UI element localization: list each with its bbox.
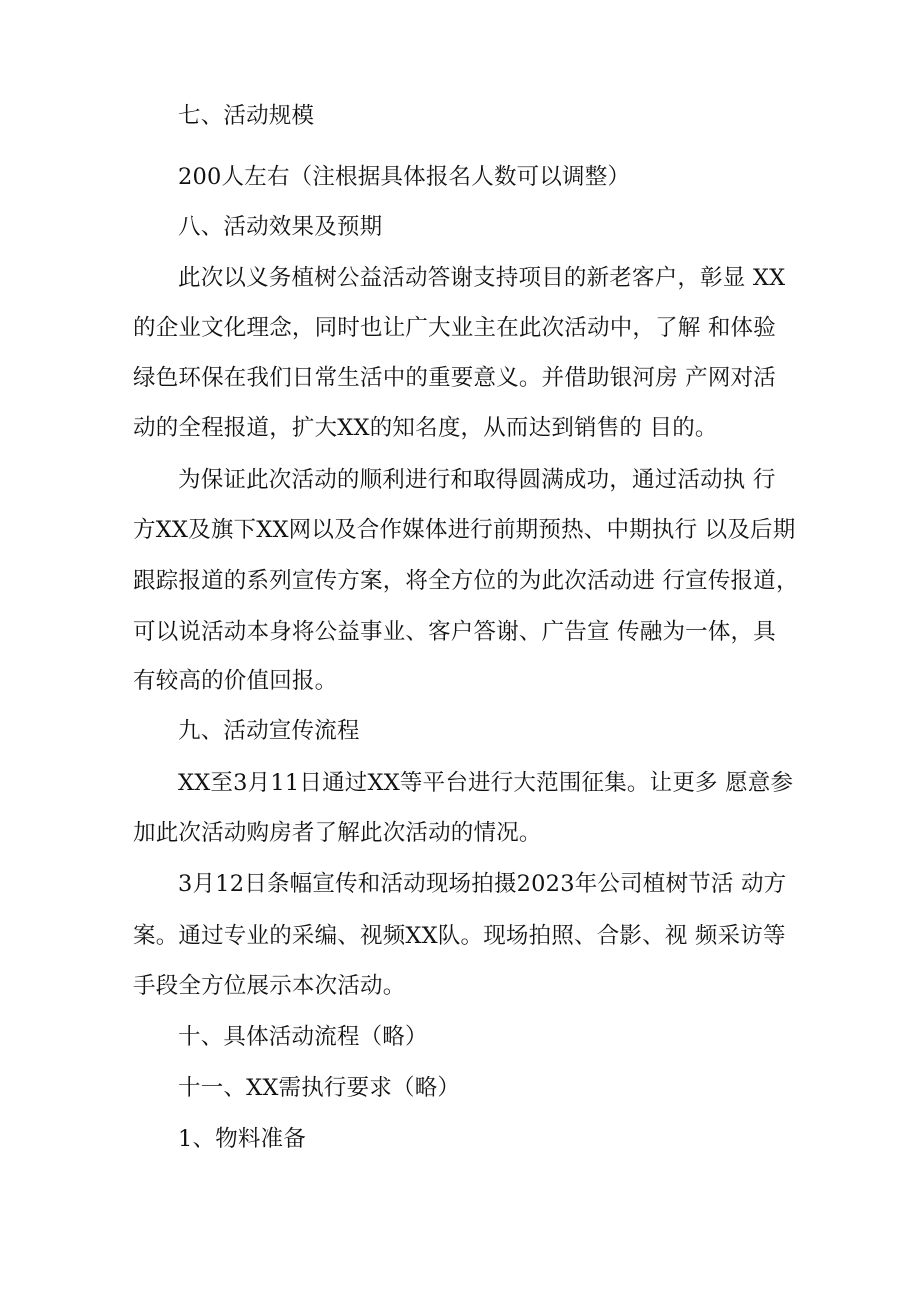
section-heading-8: 八、活动效果及预期 (178, 214, 383, 240)
paragraph-line: 的企业文化理念，同时也让广大业主在此次活动中，了解 和体验 (133, 315, 776, 341)
section-heading-10: 十、具体活动流程（略） (178, 1024, 428, 1050)
paragraph-line: 方XX及旗下XX网以及合作媒体进行前期预热、中期执行 以及后期 (133, 517, 796, 543)
paragraph-line: 此次以义务植树公益活动答谢支持项目的新老客户，彰显 XX (178, 265, 786, 291)
paragraph-line: 3月12日条幅宣传和活动现场拍摄2023年公司植树节活 动方 (178, 871, 787, 897)
paragraph-line: 绿色环保在我们日常生活中的重要意义。并借助银河房 产网对活 (133, 365, 776, 391)
paragraph-line: 跟踪报道的系列宣传方案，将全方位的为此次活动进 行宣传报道， (133, 568, 799, 594)
paragraph-line: 有较高的价值回报。 (133, 668, 338, 694)
paragraph-line: 动的全程报道，扩大XX的知名度，从而达到销售的 目的。 (133, 415, 718, 441)
section-heading-7: 七、活动规模 (178, 103, 315, 129)
paragraph-line: 案。通过专业的采编、视频XX队。现场拍照、合影、视 频采访等 (133, 923, 786, 949)
paragraph-line: 手段全方位展示本次活动。 (133, 973, 406, 999)
section-heading-9: 九、活动宣传流程 (178, 718, 360, 744)
subsection-heading: 1、物料准备 (178, 1126, 307, 1152)
paragraph-line: 可以说活动本身将公益事业、客户答谢、广告宣 传融为一体，具 (133, 619, 776, 645)
paragraph-line: XX至3月11日通过XX等平台进行大范围征集。让更多 愿意参 (178, 770, 794, 796)
section-heading-11: 十一、XX需执行要求（略） (178, 1075, 461, 1101)
paragraph-line: 200人左右（注根据具体报名人数可以调整） (178, 164, 631, 190)
paragraph-line: 加此次活动购房者了解此次活动的情况。 (133, 820, 542, 846)
paragraph-line: 为保证此次活动的顺利进行和取得圆满成功，通过活动执 行 (178, 467, 776, 493)
